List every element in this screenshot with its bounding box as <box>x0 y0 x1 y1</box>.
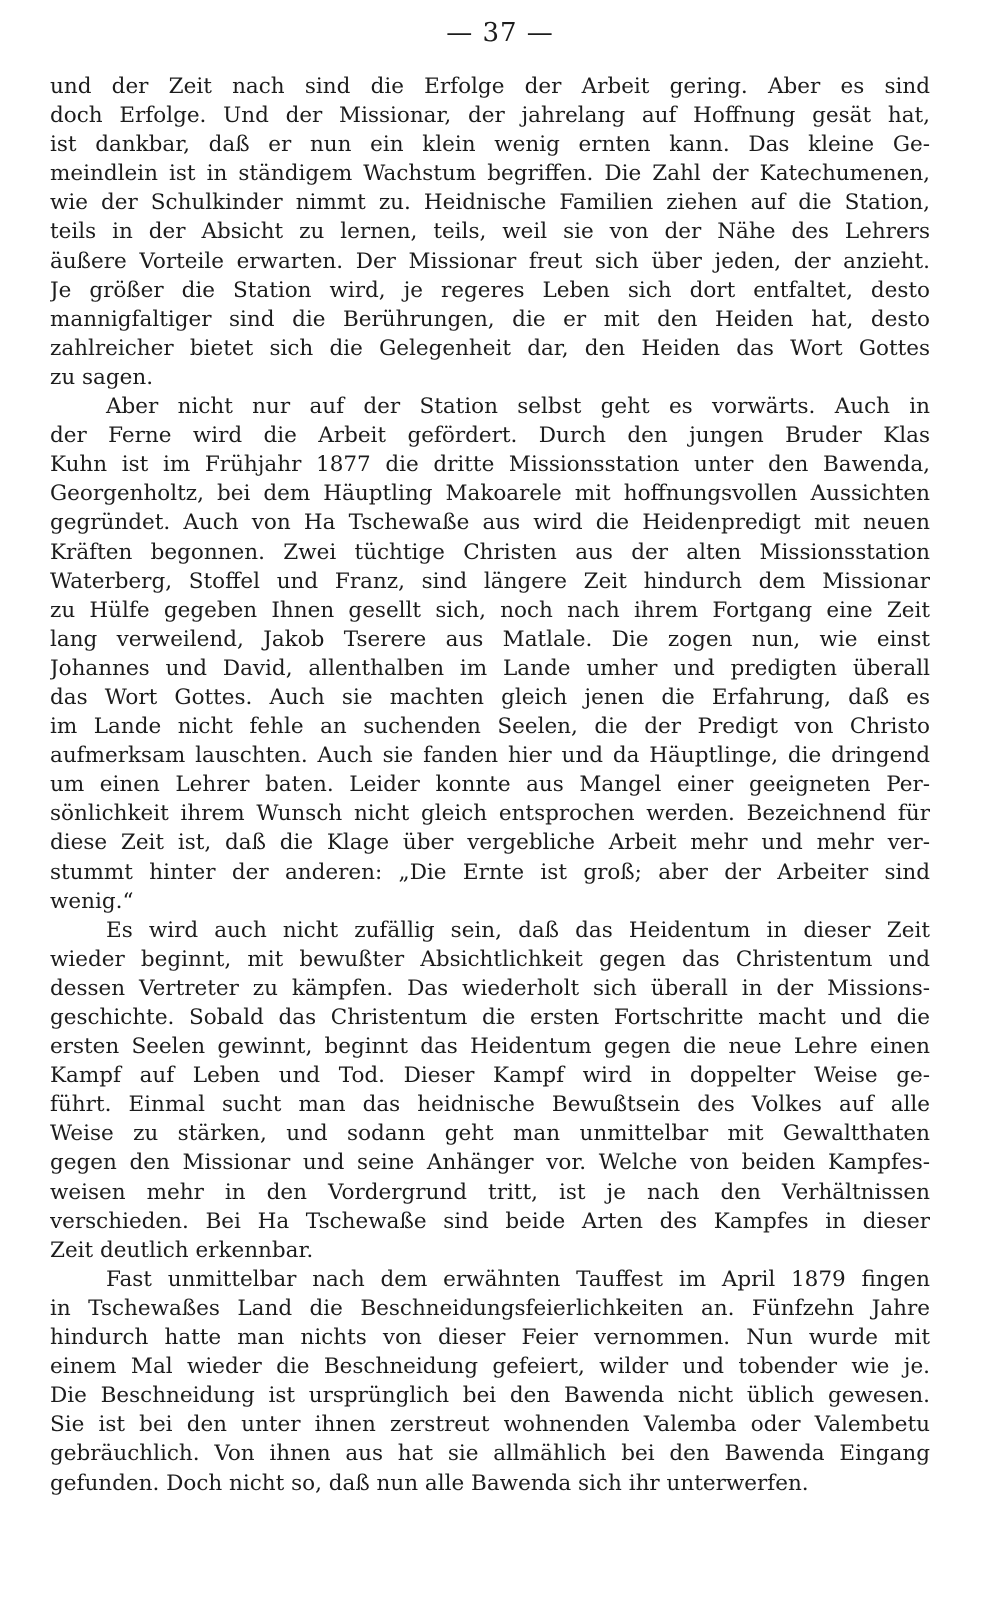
text-line: das Wort Gottes. Auch sie machten gleich jenen die Erfahrung, daß es <box>50 684 930 710</box>
text-line: lang verweilend, Jakob Tserere aus Matlale. Die zogen nun, wie einst <box>50 626 930 652</box>
text-line: Kuhn ist im Frühjahr 1877 die dritte Missionsstation unter den Bawenda, <box>50 452 930 478</box>
text-line: einem Mal wieder die Beschneidung gefeiert, wilder und tobender wie je. <box>50 1354 930 1380</box>
page-number-header: — 37 — <box>446 18 554 48</box>
text-line: der Ferne wird die Arbeit gefördert. Durch den jungen Bruder Klas <box>50 423 930 449</box>
text-line: Sie ist bei den unter ihnen zerstreut wohnenden Valemba oder Valembetu <box>50 1412 930 1438</box>
text-line: aufmerksam lauschten. Auch sie fanden hier und da Häuptlinge, die dringend <box>50 743 930 769</box>
text-line: wieder beginnt, mit bewußter Absichtlichkeit gegen das Christentum und <box>50 946 930 972</box>
body-text <box>50 72 930 1498</box>
text-line: meindlein ist in ständigem Wachstum begriffen. Die Zahl der Katechumenen, <box>50 161 930 187</box>
text-line: im Lande nicht fehle an suchenden Seelen, die der Predigt von Christo <box>50 714 930 740</box>
text-line: mannigfaltiger sind die Berührungen, die er mit den Heiden hat, desto <box>50 306 930 332</box>
text-line: Johannes und David, allenthalben im Lande umher und predigten überall <box>50 655 930 681</box>
text-line: Zeit deutlich erkennbar. <box>50 1237 314 1263</box>
text-line: gegründet. Auch von Ha Tschewaße aus wird die Heidenpredigt mit neuen <box>50 510 930 536</box>
text-line: hindurch hatte man nichts von dieser Feier vernommen. Nun wurde mit <box>50 1325 930 1351</box>
text-line: wenig.“ <box>50 888 134 914</box>
text-line: gegen den Missionar und seine Anhänger vor. Welche von beiden Kampfes- <box>50 1150 930 1176</box>
paragraph <box>50 392 930 916</box>
text-line: weisen mehr in den Vordergrund tritt, ist je nach den Verhältnissen <box>50 1179 930 1205</box>
text-line: verschieden. Bei Ha Tschewaße sind beide Arten des Kampfes in dieser <box>50 1208 930 1234</box>
text-line: zu sagen. <box>50 364 154 390</box>
text-line: teils in der Absicht zu lernen, teils, weil sie von der Nähe des Lehrers <box>50 219 930 245</box>
text-line: Fast unmittelbar nach dem erwähnten Tauffest im April 1879 fingen <box>106 1266 930 1292</box>
text-line: Aber nicht nur auf der Station selbst geht es vorwärts. Auch in <box>106 394 930 420</box>
text-line: Weise zu stärken, und sodann geht man unmittelbar mit Gewaltthaten <box>50 1121 930 1147</box>
text-line: geschichte. Sobald das Christentum die ersten Fortschritte macht und die <box>50 1005 930 1030</box>
text-line: Es wird auch nicht zufällig sein, daß das Heidentum in dieser Zeit <box>106 917 930 943</box>
text-line: dessen Vertreter zu kämpfen. Das wiederholt sich überall in der Missions- <box>50 975 930 1001</box>
text-line: doch Erfolge. Und der Missionar, der jahrelang auf Hoffnung gesät hat, <box>50 103 930 129</box>
text-line: ersten Seelen gewinnt, beginnt das Heidentum gegen die neue Lehre einen <box>50 1034 930 1060</box>
text-line: wie der Schulkinder nimmt zu. Heidnische Familien ziehen auf die Station, <box>50 190 930 216</box>
text-line: Georgenholtz, bei dem Häuptling Makoarele mit hoffnungsvollen Aussichten <box>50 481 930 507</box>
text-line: Je größer die Station wird, je regeres Leben sich dort entfaltet, desto <box>50 277 930 303</box>
text-line: Kräften begonnen. Zwei tüchtige Christen aus der alten Missionsstation <box>50 539 930 565</box>
paragraph <box>50 916 930 1265</box>
text-line: sönlichkeit ihrem Wunsch nicht gleich entsprochen werden. Bezeichnend für <box>50 801 930 827</box>
paragraph <box>50 1265 930 1498</box>
text-line: in Tschewaßes Land die Beschneidungsfeierlichkeiten an. Fünfzehn Jahre <box>50 1295 930 1321</box>
text-line: äußere Vorteile erwarten. Der Missionar freut sich über jeden, der anzieht. <box>50 248 930 274</box>
text-line: gefunden. Doch nicht so, daß nun alle Bawenda sich ihr unterwerfen. <box>50 1470 809 1496</box>
text-line: diese Zeit ist, daß die Klage über vergebliche Arbeit mehr und mehr ver- <box>50 830 930 856</box>
text-line: zahlreicher bietet sich die Gelegenheit dar, den Heiden das Wort Gottes <box>50 335 930 361</box>
text-line: Die Beschneidung ist ursprünglich bei den Bawenda nicht üblich gewesen. <box>50 1383 930 1409</box>
paragraph <box>50 72 930 392</box>
text-line: zu Hülfe gegeben Ihnen gesellt sich, noch nach ihrem Fortgang eine Zeit <box>50 597 930 623</box>
text-line: um einen Lehrer baten. Leider konnte aus Mangel einer geeigneten Per- <box>50 772 930 798</box>
text-line: führt. Einmal sucht man das heidnische Bewußtsein des Volkes auf alle <box>50 1092 930 1118</box>
text-line: und der Zeit nach sind die Erfolge der Arbeit gering. Aber es sind <box>50 74 930 99</box>
text-line: gebräuchlich. Von ihnen aus hat sie allmählich bei den Bawenda Eingang <box>50 1441 930 1467</box>
text-line: Kampf auf Leben und Tod. Dieser Kampf wird in doppelter Weise ge- <box>50 1063 930 1089</box>
text-line: Waterberg, Stoffel und Franz, sind längere Zeit hindurch dem Missionar <box>50 568 930 594</box>
text-line: ist dankbar, daß er nun ein klein wenig ernten kann. Das kleine Ge- <box>50 132 930 158</box>
text-line: stummt hinter der anderen: „Die Ernte ist groß; aber der Arbeiter sind <box>50 859 930 885</box>
